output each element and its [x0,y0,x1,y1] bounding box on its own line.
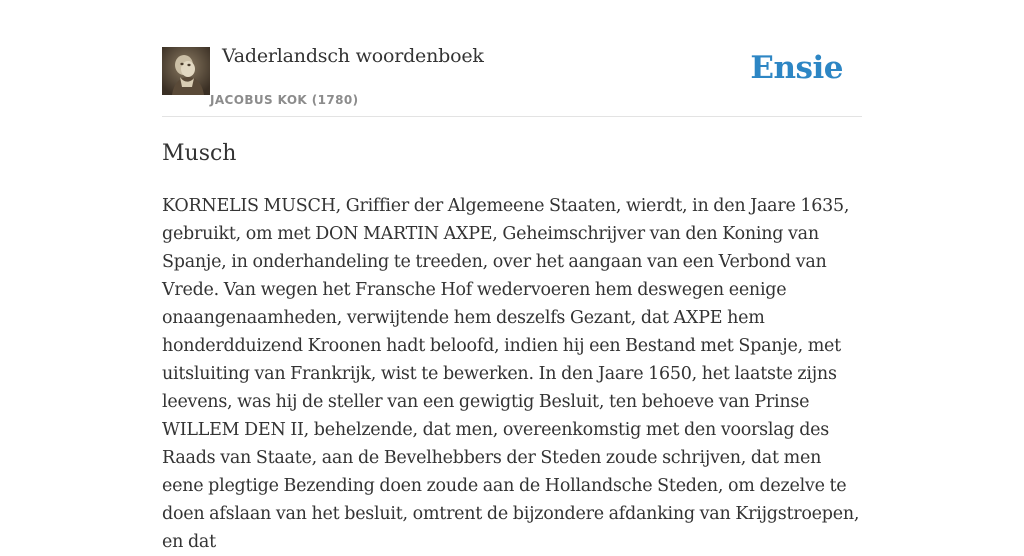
author-name: JACOBUS KOK (1780) [210,93,359,107]
author-avatar[interactable] [162,47,210,95]
header [162,0,862,117]
entry-title: Musch [162,141,237,166]
author-portrait-icon [162,47,210,95]
entry-body: KORNELIS MUSCH, Griffier der Algemeene Staaten, wierdt, in den Jaare 1635, gebruikt, om met DON MARTIN AXPE, Geheimschrijver van den Koning van Spanje, in onderhandeling te treeden, over het aangaan van een Verbond van Vrede. Van wegen het Fransche Hof wedervoeren hem deswegen eenige onaangenaamheden, verwijtende hem deszelfs Gezant, dat AXPE hem honderdduizend Kroonen hadt beloofd, indien hij een Bestand met Spanje, met uitsluiting van Frankrijk, wist te bewerken. In den Jaare 1650, het laatste zijns leevens, was hij de steller van een gewigtig Besluit, ten behoeve van Prinse WILLEM DEN II, behelzende, dat men, overeenkomstig met den voorslag des Raads van Staate, aan de Bevelhebbers der Steden zoude schrijven, dat men eene plegtige Bezending doen zoude aan de Hollandsche Steden, om dezelve te doen afslaan van het besluit, omtrent de bijzondere afdanking van Krijgstroepen, en dat [162,196,860,552]
ensie-logo[interactable]: Ensie [750,50,843,86]
book-title[interactable]: Vaderlandsch woordenboek [222,45,484,67]
